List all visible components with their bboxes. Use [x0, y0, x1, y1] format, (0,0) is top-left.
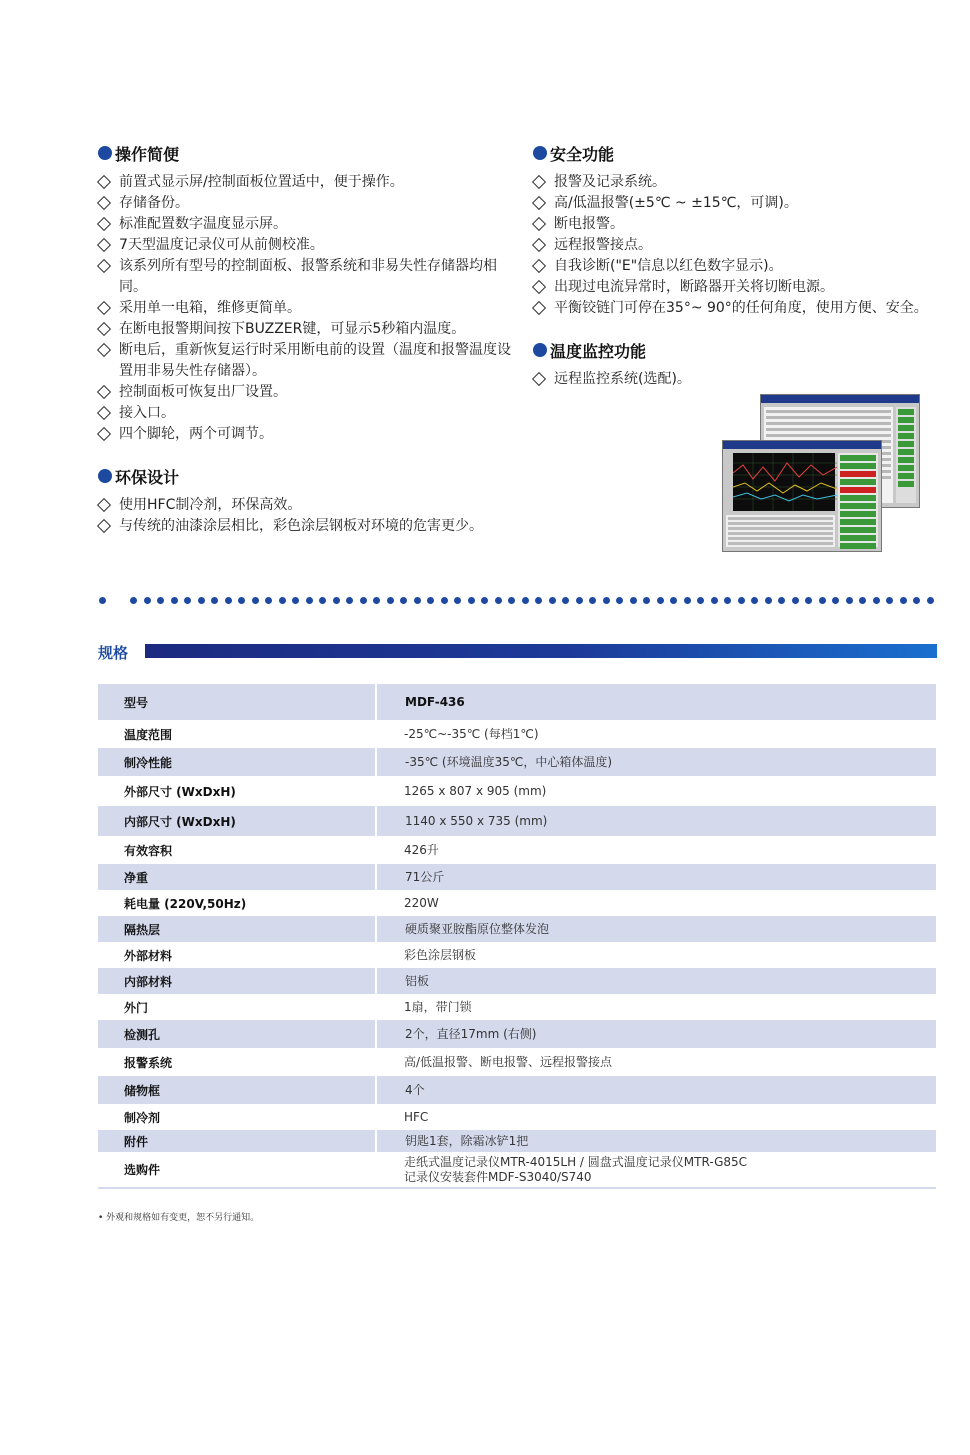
separator-dot: [319, 597, 326, 604]
spec-value-line: 4个: [405, 1082, 425, 1097]
separator-dot: [171, 597, 178, 604]
separator-dot: [886, 597, 893, 604]
spec-key: 检测孔: [98, 1020, 376, 1048]
temperature-graph: [733, 453, 835, 511]
spec-row: [98, 806, 936, 836]
diamond-bullet-icon: [532, 217, 546, 231]
spec-row: [98, 1076, 936, 1104]
feature-item: [98, 319, 518, 340]
spec-key: 储物框: [98, 1076, 376, 1104]
feature-item: [98, 298, 518, 319]
feature-item: [533, 235, 943, 256]
spec-key: 内部材料: [98, 968, 376, 994]
spec-value: [376, 1020, 936, 1048]
spec-value-line: 高/低温报警、断电报警、远程报警接点: [404, 1054, 613, 1069]
spec-row: [98, 1104, 936, 1130]
spec-value-line: MDF-436: [405, 694, 465, 709]
separator-dot: [805, 597, 812, 604]
spec-value-line: 220W: [404, 895, 439, 910]
section-title-monitor: 温度监控功能: [533, 339, 943, 361]
diamond-bullet-icon: [97, 343, 111, 357]
separator-dot: [549, 597, 556, 604]
spec-value-line: 1140 x 550 x 735 (mm): [405, 813, 548, 828]
separator-dot: [576, 597, 583, 604]
feature-item-text: 前置式显示屏/控制面板位置适中，便于操作。: [119, 174, 404, 190]
feature-item-text: 采用单一电箱，维修更简单。: [119, 300, 301, 316]
spec-value: [376, 994, 936, 1020]
spec-value: [376, 684, 936, 720]
feature-item-text: 存储备份。: [119, 195, 189, 211]
spec-row: [98, 1130, 936, 1152]
separator-dot: [927, 597, 934, 604]
separator-dot: [454, 597, 461, 604]
feature-item: [533, 193, 943, 214]
separator-dot: [859, 597, 866, 604]
feature-item: [98, 495, 518, 516]
spec-row: [98, 1020, 936, 1048]
feature-item: [98, 382, 518, 403]
feature-item-text: 在断电报警期间按下BUZZER键，可显示5秒箱内温度。: [119, 321, 466, 337]
spec-value-line: 彩色涂层钢板: [404, 947, 477, 962]
software-window-front: [722, 440, 882, 552]
spec-value-line: 走纸式温度记录仪MTR-4015LH / 圆盘式温度记录仪MTR-G85C: [404, 1154, 748, 1169]
feature-item-text: 远程报警接点。: [554, 237, 652, 253]
separator-dot: [846, 597, 853, 604]
separator-dot: [522, 597, 529, 604]
separator-dot: [657, 597, 664, 604]
feature-item: [98, 256, 518, 298]
spec-value-line: -35℃ (环境温度35℃，中心箱体温度): [405, 754, 613, 769]
bullet-dot-icon: [98, 146, 112, 160]
spec-row: [98, 1152, 936, 1188]
spec-value: [376, 968, 936, 994]
separator-dot: [333, 597, 340, 604]
spec-key: 温度范围: [98, 720, 376, 748]
section-title-eco: 环保设计: [98, 465, 518, 487]
spec-row: [98, 994, 936, 1020]
separator-dot: [481, 597, 488, 604]
spec-row: [98, 1048, 936, 1076]
feature-item-text: 该系列所有型号的控制面板、报警系统和非易失性存储器均相同。: [119, 258, 497, 295]
separator-dot: [900, 597, 907, 604]
bullet-dot-icon: [533, 146, 547, 160]
feature-item: [98, 172, 518, 193]
section-title-operation: 操作简便: [98, 142, 518, 164]
left-column: [98, 142, 518, 537]
spec-value: [376, 748, 936, 776]
diamond-bullet-icon: [97, 238, 111, 252]
diamond-bullet-icon: [532, 175, 546, 189]
spec-key: 外门: [98, 994, 376, 1020]
feature-item: [533, 369, 943, 390]
separator-dot: [751, 597, 758, 604]
separator-dot: [738, 597, 745, 604]
separator-dot: [414, 597, 421, 604]
feature-item-text: 断电后，重新恢复运行时采用断电前的设置（温度和报警温度设置用非易失性存储器）。: [119, 342, 511, 379]
feature-item: [98, 235, 518, 256]
spec-value-line: -25℃~-35℃ (每档1℃): [404, 726, 539, 741]
feature-item-text: 断电报警。: [554, 216, 624, 232]
bullet-dot-icon: [533, 343, 547, 357]
feature-item-text: 使用HFC制冷剂，环保高效。: [119, 497, 302, 513]
separator-dot: [400, 597, 407, 604]
separator-dot: [724, 597, 731, 604]
spec-row: [98, 684, 936, 720]
separator-dot: [306, 597, 313, 604]
feature-item: [98, 424, 518, 445]
separator-dot: [360, 597, 367, 604]
separator-dot: [211, 597, 218, 604]
feature-item: [533, 277, 943, 298]
diamond-bullet-icon: [532, 196, 546, 210]
feature-item: [533, 172, 943, 193]
feature-list-safety: [533, 172, 943, 319]
separator-dot: [778, 597, 785, 604]
separator-dot: [792, 597, 799, 604]
separator-dot: [346, 597, 353, 604]
separator-dot: [225, 597, 232, 604]
diamond-bullet-icon: [532, 372, 546, 386]
diamond-bullet-icon: [97, 427, 111, 441]
separator-dot: [616, 597, 623, 604]
feature-item-text: 7天型温度记录仪可从前侧校准。: [119, 237, 324, 253]
feature-item-text: 报警及记录系统。: [554, 174, 666, 190]
feature-item-text: 控制面板可恢复出厂设置。: [119, 384, 287, 400]
diamond-bullet-icon: [97, 259, 111, 273]
feature-item: [98, 193, 518, 214]
separator-dot: [535, 597, 542, 604]
diamond-bullet-icon: [97, 175, 111, 189]
spec-value-line: 426升: [404, 842, 439, 857]
spec-title: 规格: [98, 644, 129, 662]
separator-dot: [265, 597, 272, 604]
spec-key: 有效容积: [98, 836, 376, 864]
spec-key: 耗电量 (220V,50Hz): [98, 890, 376, 916]
feature-item: [98, 403, 518, 424]
spec-value-line: 铝板: [405, 973, 430, 988]
spec-key: 制冷性能: [98, 748, 376, 776]
separator-dot: [913, 597, 920, 604]
spec-value: [376, 806, 936, 836]
feature-item: [98, 516, 518, 537]
spec-value-line: 71公斤: [405, 869, 445, 884]
feature-item-text: 接入口。: [119, 405, 175, 421]
spec-row: [98, 776, 936, 806]
separator-dot: [157, 597, 164, 604]
spec-key: 附件: [98, 1130, 376, 1152]
diamond-bullet-icon: [97, 217, 111, 231]
feature-item-text: 与传统的油漆涂层相比，彩色涂层钢板对环境的危害更少。: [119, 518, 483, 534]
spec-row: [98, 864, 936, 890]
section-title-safety: 安全功能: [533, 142, 943, 164]
feature-item-text: 远程监控系统(选配)。: [554, 371, 691, 387]
separator-dot: [819, 597, 826, 604]
separator-dot: [387, 597, 394, 604]
feature-item: [533, 256, 943, 277]
spec-value-line: HFC: [404, 1109, 429, 1124]
diamond-bullet-icon: [532, 238, 546, 252]
diamond-bullet-icon: [97, 196, 111, 210]
spec-value-line: 1扇，带门锁: [404, 999, 472, 1014]
separator-dot: [684, 597, 691, 604]
feature-list-eco: [98, 495, 518, 537]
feature-item-text: 高/低温报警(±5℃ ~ ±15℃，可调)。: [554, 195, 798, 211]
separator-dot: [292, 597, 299, 604]
diamond-bullet-icon: [97, 406, 111, 420]
spec-table: [98, 684, 936, 1189]
separator-dot: [441, 597, 448, 604]
feature-item: [98, 214, 518, 235]
monitoring-software-image: [722, 394, 922, 552]
separator-dot: [468, 597, 475, 604]
spec-value-line: 硬质聚亚胺酯原位整体发泡: [405, 921, 550, 936]
separator-dot: [252, 597, 259, 604]
separator-dot: [427, 597, 434, 604]
spec-value: [376, 1076, 936, 1104]
separator-dot: [670, 597, 677, 604]
spec-value-line: 记录仪安装套件MDF-S3040/S740: [404, 1169, 592, 1184]
diamond-bullet-icon: [532, 280, 546, 294]
feature-list-operation: [98, 172, 518, 445]
spec-value: [376, 916, 936, 942]
separator-dot: [508, 597, 515, 604]
right-column: [533, 142, 943, 390]
feature-item-text: 出现过电流异常时，断路器开关将切断电源。: [554, 279, 834, 295]
separator-dot: [765, 597, 772, 604]
separator-dot: [279, 597, 286, 604]
spec-row: [98, 890, 936, 916]
diamond-bullet-icon: [532, 259, 546, 273]
feature-item: [533, 298, 943, 319]
feature-item: [533, 214, 943, 235]
spec-value: [376, 942, 936, 968]
spec-value: [376, 1130, 936, 1152]
spec-header: [98, 640, 938, 662]
spec-key: 报警系统: [98, 1048, 376, 1076]
separator-dot: [711, 597, 718, 604]
spec-value: [376, 720, 936, 748]
spec-row: [98, 748, 936, 776]
separator-dot: [562, 597, 569, 604]
separator-dot: [589, 597, 596, 604]
diamond-bullet-icon: [97, 498, 111, 512]
spec-key: 外部尺寸 (WxDxH): [98, 776, 376, 806]
spec-value: [376, 836, 936, 864]
spec-value: [376, 1104, 936, 1130]
section-safety: [533, 142, 943, 319]
spec-value-line: 2个，直径17mm (右侧): [405, 1026, 537, 1041]
separator-dot: [144, 597, 151, 604]
feature-item-text: 自我诊断("E"信息以红色数字显示)。: [554, 258, 783, 274]
separator-dot: [697, 597, 704, 604]
spec-value-line: 1265 x 807 x 905 (mm): [404, 783, 547, 798]
separator-dot: [832, 597, 839, 604]
spec-value: [376, 890, 936, 916]
separator-dot: [238, 597, 245, 604]
diamond-bullet-icon: [97, 519, 111, 533]
feature-item-text: 标准配置数字温度显示屏。: [119, 216, 287, 232]
spec-row: [98, 836, 936, 864]
spec-row: [98, 916, 936, 942]
section-operation: [98, 142, 518, 445]
section-monitor: [533, 339, 943, 390]
spec-key: 型号: [98, 684, 376, 720]
spec-row: [98, 942, 936, 968]
separator-dot: [99, 597, 106, 604]
section-eco: [98, 465, 518, 537]
spec-value: [376, 776, 936, 806]
spec-key: 制冷剂: [98, 1104, 376, 1130]
feature-list-monitor: [533, 369, 943, 390]
separator-dot: [873, 597, 880, 604]
spec-key: 净重: [98, 864, 376, 890]
spec-row: [98, 968, 936, 994]
spec-header-bar: [145, 644, 937, 658]
separator-dot: [198, 597, 205, 604]
bullet-dot-icon: [98, 469, 112, 483]
feature-item-text: 四个脚轮，两个可调节。: [119, 426, 273, 442]
dotted-separator: [99, 597, 939, 605]
spec-key: 隔热层: [98, 916, 376, 942]
spec-row: [98, 720, 936, 748]
spec-value: [376, 864, 936, 890]
spec-value: [376, 1048, 936, 1076]
spec-key: 内部尺寸 (WxDxH): [98, 806, 376, 836]
separator-dot: [603, 597, 610, 604]
spec-value-line: 钥匙1套，除霜冰铲1把: [405, 1133, 529, 1148]
separator-dot: [184, 597, 191, 604]
diamond-bullet-icon: [97, 385, 111, 399]
separator-dot: [495, 597, 502, 604]
footnote: • 外观和规格如有变更，恕不另行通知。: [98, 1213, 260, 1223]
separator-dot: [130, 597, 137, 604]
feature-item-text: 平衡铰链门可停在35°~ 90°的任何角度，使用方便、安全。: [554, 300, 928, 316]
spec-value: [376, 1152, 936, 1188]
diamond-bullet-icon: [532, 301, 546, 315]
spec-key: 选购件: [98, 1152, 376, 1188]
diamond-bullet-icon: [97, 322, 111, 336]
separator-dot: [643, 597, 650, 604]
diamond-bullet-icon: [97, 301, 111, 315]
feature-item: [98, 340, 518, 382]
spec-key: 外部材料: [98, 942, 376, 968]
separator-dot: [630, 597, 637, 604]
separator-dot: [373, 597, 380, 604]
